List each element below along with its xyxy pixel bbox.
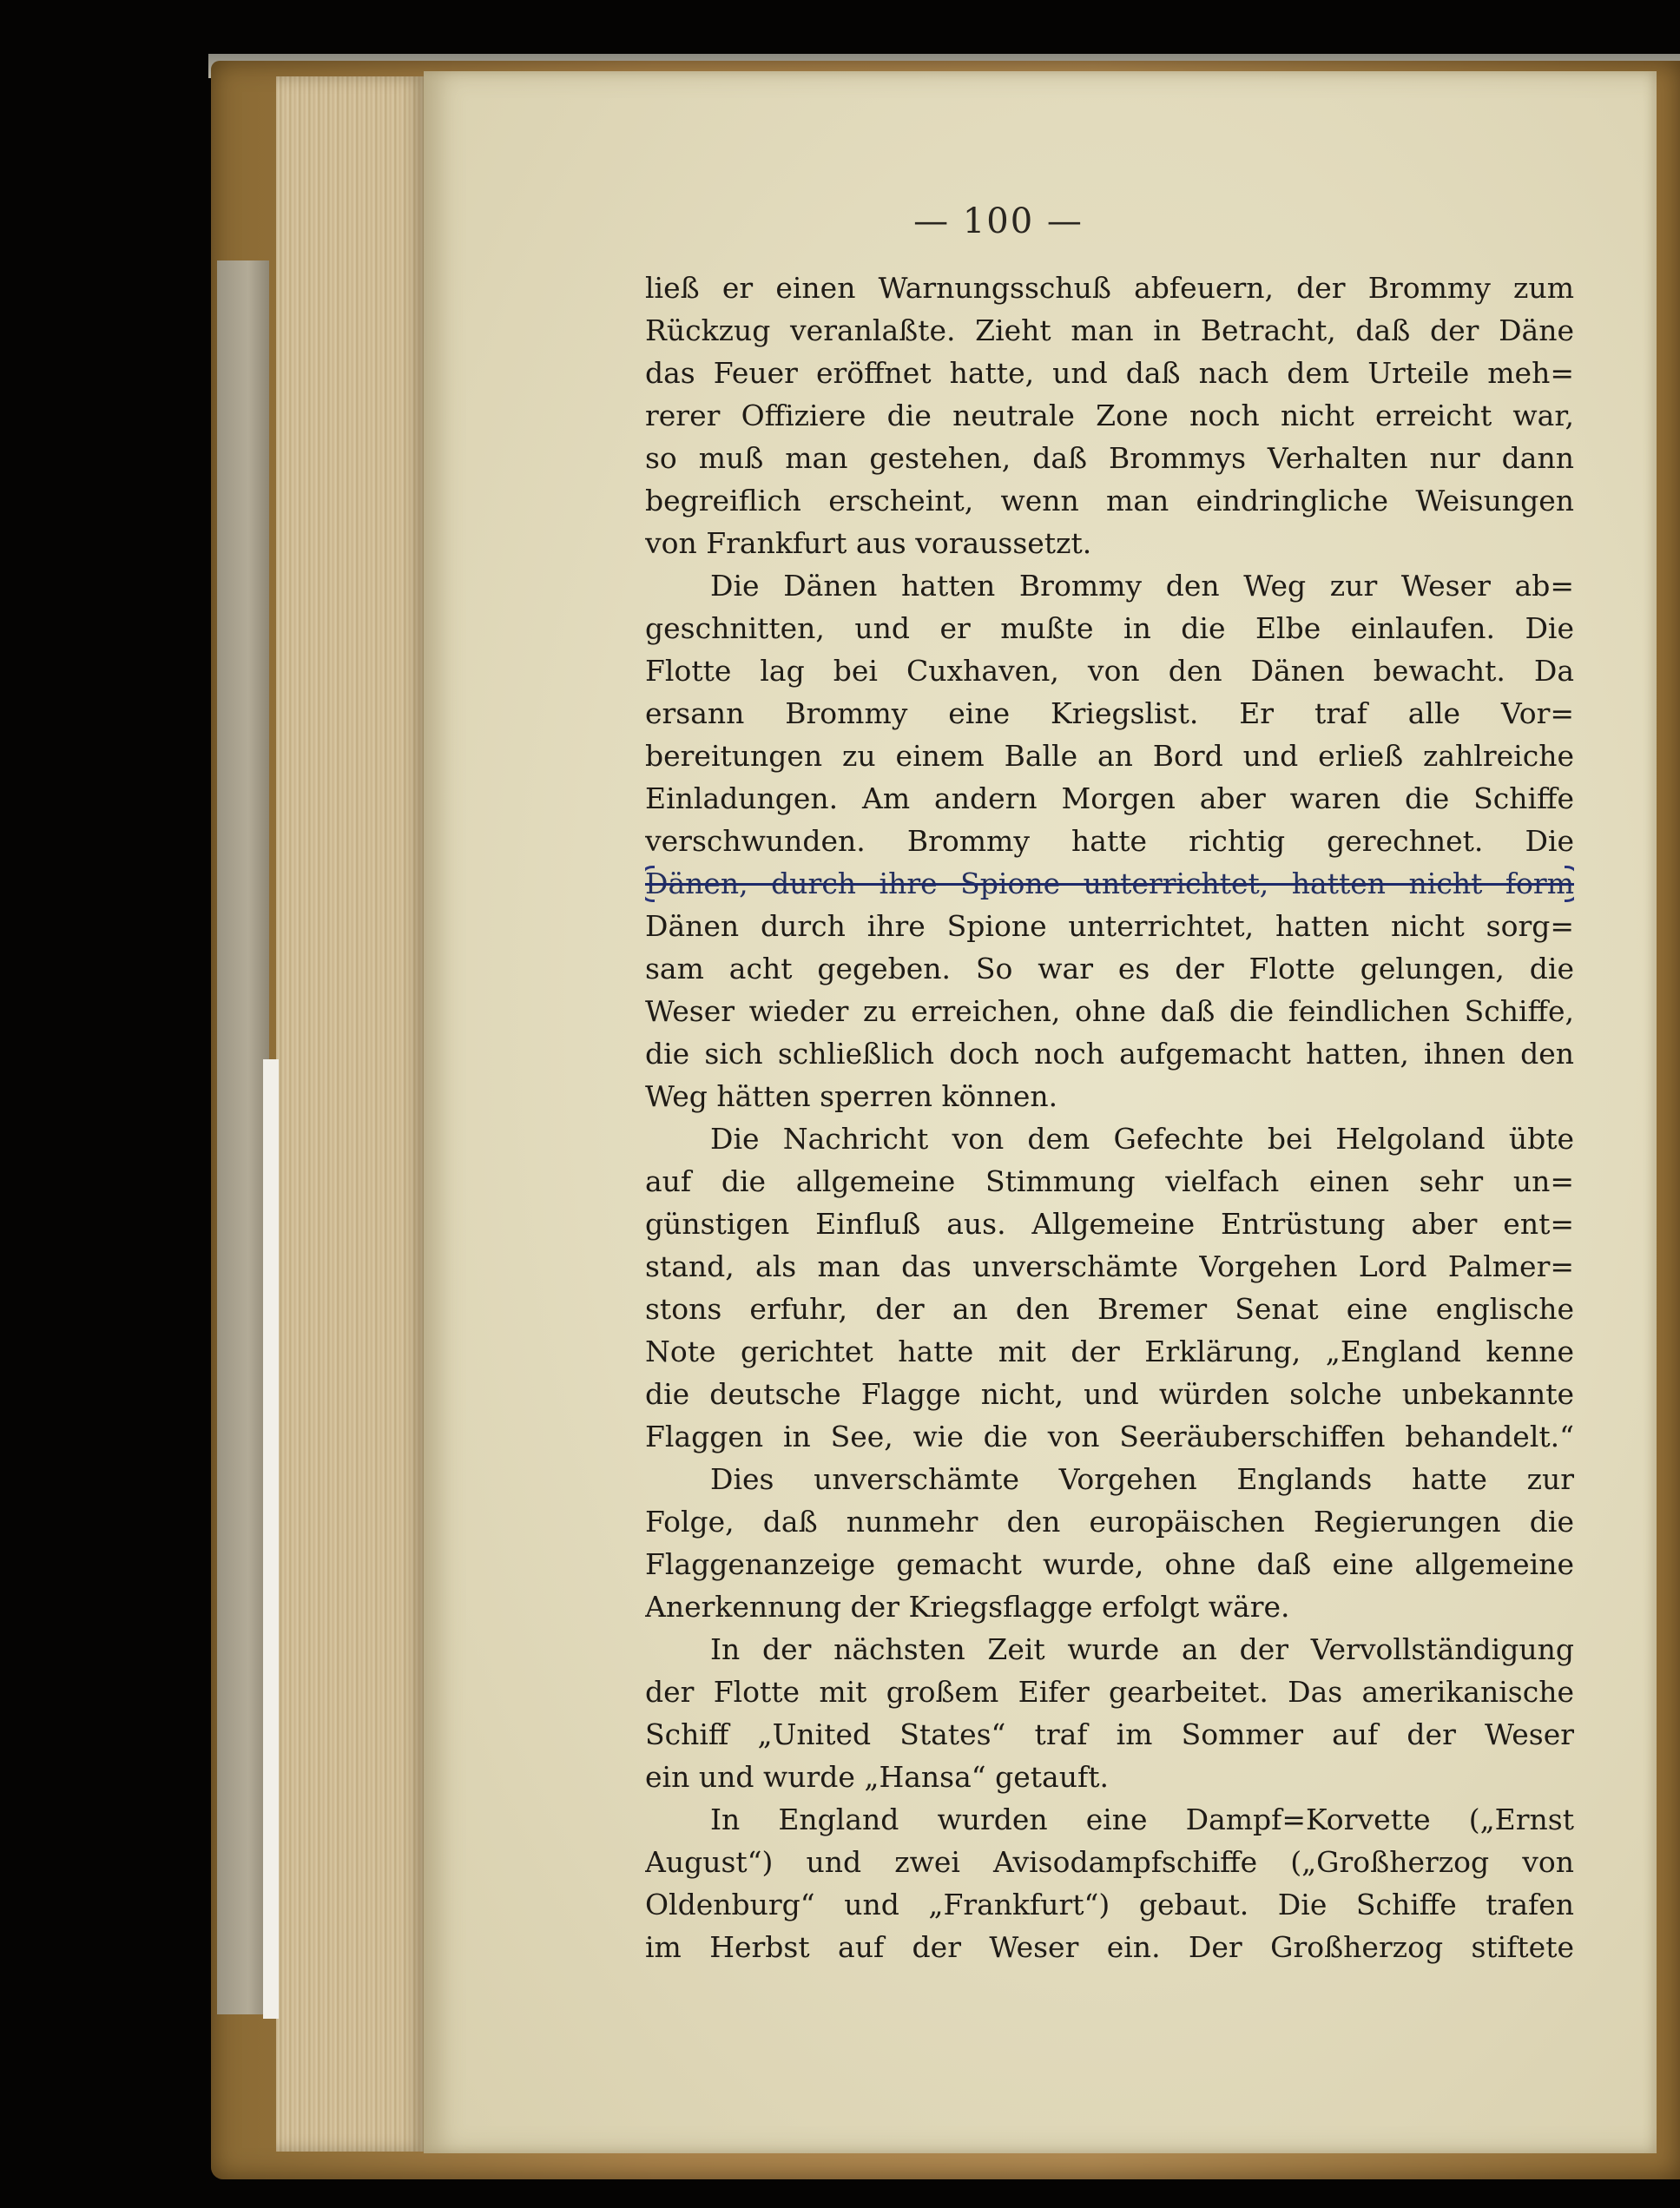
text-line: Weser wieder zu erreichen, ohne daß die feindlichen Schiffe, (645, 994, 1574, 1028)
text-line: die sich schließlich doch noch aufgemacht hatten, ihnen den (645, 1037, 1574, 1071)
text-line: das Feuer eröffnet hatte, und daß nach dem Urteile meh= (645, 356, 1574, 390)
text-line: begreiflich erscheint, wenn man eindringliche Weisungen (645, 484, 1574, 517)
text-line: sam acht gegeben. So war es der Flotte gelungen, die (645, 952, 1574, 985)
text-line: Flaggenanzeige gemacht wurde, ohne daß eine allgemeine (645, 1547, 1574, 1581)
text-line: stons erfuhr, der an den Bremer Senat eine englische (645, 1292, 1574, 1326)
text-line: Weg hätten sperren können. (645, 1079, 1058, 1113)
text-line: In der nächsten Zeit wurde an der Vervollständigung (710, 1632, 1574, 1666)
text-line: Einladungen. Am andern Morgen aber waren die Schiffe (645, 781, 1574, 815)
text-line: ersann Brommy eine Kriegslist. Er traf alle Vor= (645, 696, 1574, 730)
text-line: Die Dänen hatten Brommy den Weg zur Weser ab= (710, 569, 1574, 603)
text-line: August“) und zwei Avisodampfschiffe („Großherzog von (645, 1845, 1574, 1879)
text-line: Schiff „United States“ traf im Sommer auf der Weser (645, 1717, 1574, 1751)
text-line: Flotte lag bei Cuxhaven, von den Dänen bewacht. Da (645, 654, 1574, 688)
text-line: In England wurden eine Dampf=Korvette („Ernst (710, 1803, 1574, 1836)
text-line: Rückzug veranlaßte. Zieht man in Betracht, daß der Däne (645, 313, 1574, 347)
struck-through-line: Dänen, durch ihre Spione unterrichtet, hatten nicht form (645, 862, 1574, 905)
text-line: im Herbst auf der Weser ein. Der Großherzog stiftete (645, 1930, 1574, 1964)
text-line: stand, als man das unverschämte Vorgehen Lord Palmer= (645, 1249, 1574, 1283)
text-line: verschwunden. Brommy hatte richtig gerechnet. Die (645, 824, 1574, 858)
text-line: Dies unverschämte Vorgehen Englands hatte zur (710, 1462, 1574, 1496)
text-line: von Frankfurt aus voraussetzt. (645, 526, 1092, 560)
text-line: bereitungen zu einem Balle an Bord und erließ zahlreiche (645, 739, 1574, 773)
text-line: günstigen Einfluß aus. Allgemeine Entrüstung aber ent= (645, 1207, 1574, 1241)
text-line: der Flotte mit großem Eifer gearbeitet. Das amerikanische (645, 1675, 1574, 1709)
text-line: Folge, daß nunmehr den europäischen Regierungen die (645, 1505, 1574, 1539)
text-line: rerer Offiziere die neutrale Zone noch nicht erreicht war, (645, 399, 1574, 432)
body-text (645, 267, 1574, 1968)
text-line: ließ er einen Warnungsschuß abfeuern, der Brommy zum (645, 271, 1574, 305)
page-edges (276, 76, 425, 2152)
text-line: Anerkennung der Kriegsflagge erfolgt wäre. (645, 1590, 1290, 1624)
text-line: geschnitten, und er mußte in die Elbe einlaufen. Die (645, 611, 1574, 645)
page-number: — 100 — (913, 201, 1084, 241)
page-edge-slip (263, 1059, 279, 2019)
text-line: Note gerichtet hatte mit der Erklärung, „England kenne (645, 1335, 1574, 1368)
text-line: Die Nachricht von dem Gefechte bei Helgoland übte (710, 1122, 1574, 1156)
text-line: so muß man gestehen, daß Brommys Verhalten nur dann (645, 441, 1574, 475)
text-line: Oldenburg“ und „Frankfurt“) gebaut. Die Schiffe trafen (645, 1888, 1574, 1921)
text-line: ein und wurde „Hansa“ getauft. (645, 1760, 1109, 1794)
worn-cover-edge (217, 260, 269, 2014)
text-line: auf die allgemeine Stimmung vielfach einen sehr un= (645, 1164, 1574, 1198)
text-line: Flaggen in See, wie die von Seeräuberschiffen behandelt.“ (645, 1420, 1574, 1453)
text-line: die deutsche Flagge nicht, und würden solche unbekannte (645, 1377, 1574, 1411)
text-line: Dänen durch ihre Spione unterrichtet, hatten nicht sorg= (645, 909, 1574, 943)
book-page (424, 71, 1657, 2153)
